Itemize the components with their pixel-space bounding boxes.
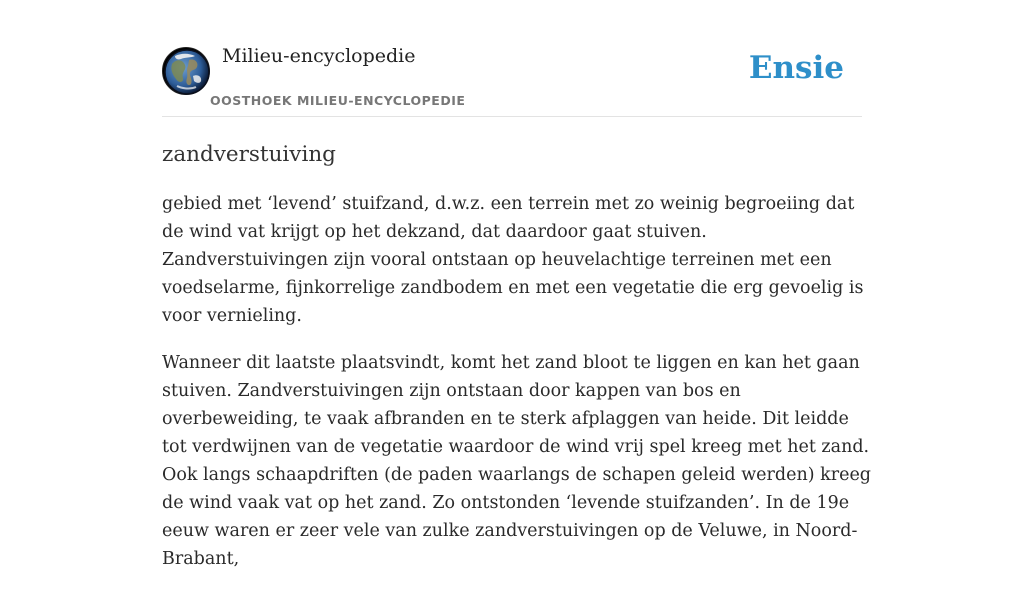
article-title: zandverstuiving — [162, 142, 336, 167]
site-header — [162, 0, 862, 117]
article-paragraph: gebied met ‘levend’ stuifzand, d.w.z. een terrein met zo weinig begroeiing dat de wind vat krijgt op het dekzand, dat daardoor gaat stuiven. Zandverstuivingen zijn vooral ontstaan op heuvelachtige terreinen met een voedselarme, fijnkorrelige zandbodem en met een vegetatie die erg gevoelig is voor vernieling. — [162, 194, 864, 326]
brand-logo[interactable]: Ensie — [748, 50, 844, 86]
site-title[interactable]: Milieu-encyclopedie — [222, 45, 416, 67]
site-subtitle[interactable]: OOSTHOEK MILIEU-ENCYCLOPEDIE — [210, 93, 466, 108]
article-paragraph: Wanneer dit laatste plaatsvindt, komt het zand bloot te liggen en kan het gaan stuiven. Zandverstuivingen zijn ontstaan door kappen van bos en overbeweiding, te vaak afbranden en te sterk afplaggen van heide. Dit leidde tot verdwijnen van de vegetatie waardoor de wind vrij spel kreeg met het zand. Ook langs schaapdriften (de paden waarlangs de schapen geleid werden) kreeg de wind vaak vat op het zand. Zo ontstonden ‘levende stuifzanden’. In de 19e eeuw waren er zeer vele van zulke zandverstuivingen op de Veluwe, in Noord-Brabant, — [162, 353, 871, 569]
earth-globe-icon[interactable] — [162, 47, 210, 95]
article — [162, 140, 874, 592]
